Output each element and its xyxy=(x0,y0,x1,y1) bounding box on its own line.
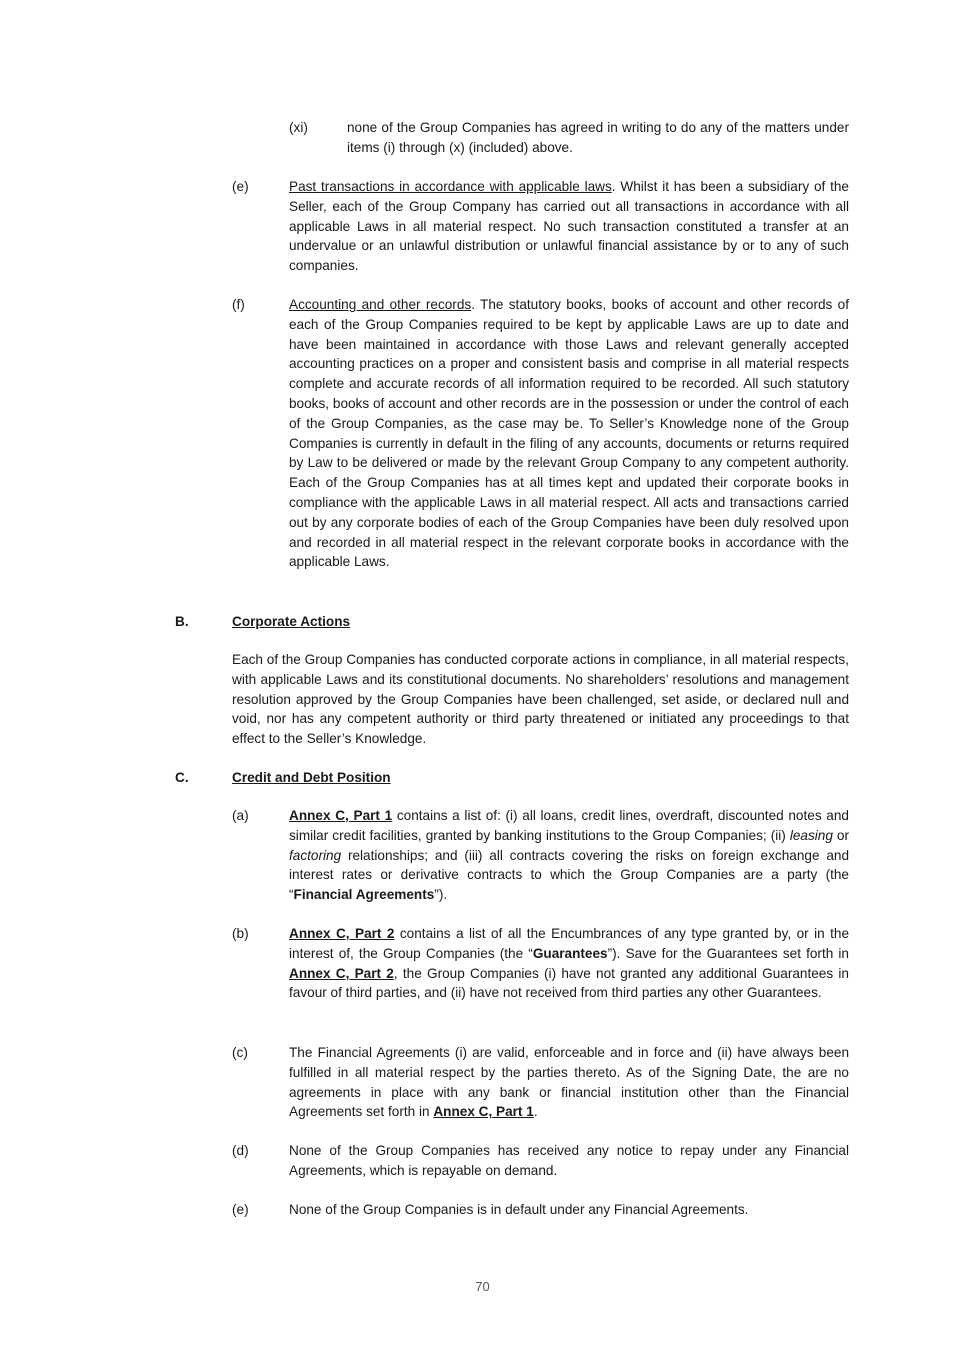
clause-label: (d) xyxy=(232,1143,249,1158)
annex-reference: Annex C, Part 2 xyxy=(289,965,394,981)
clause-label: (b) xyxy=(232,926,249,941)
clause-body: . xyxy=(533,1104,538,1120)
clause-text xyxy=(289,295,849,572)
clause-body: . The statutory books, books of account and other records of each of the Group Companies required to be kept by applicable Laws are up to date and have been maintained in accordance with those Laws and relevant generally accepted accounting practices on a proper and consistent basis and comprise in all material respects complete and accurate records of all information required to be recorded. All such statutory books, books of account and other records are in the possession or under the control of each of the Group Companies, as the case may be. To Seller’s Knowledge none of the Group Companies is currently in default in the filing of any accounts, documents or returns required by Law to be delivered or made by the relevant Group Company to any competent authority. Each of the Group Companies has at all times kept and updated their corporate books in compliance with the applicable Laws in all material respect. All acts and transactions carried out by any corporate bodies of each of the Group Companies have been duly resolved upon and recorded in all material respect in the relevant corporate books in accordance with the applicable Laws. xyxy=(289,297,849,570)
clause-label: (c) xyxy=(232,1045,248,1060)
section-b-title: Corporate Actions xyxy=(232,614,351,629)
section-c-title: Credit and Debt Position xyxy=(232,770,391,785)
clause-label: (f) xyxy=(232,297,245,312)
clause-body: or xyxy=(832,827,849,843)
section-b-text: Each of the Group Companies has conducted corporate actions in compliance, in all material respects, with applicable Laws and its constitutional documents. No shareholders’ resolutions and management resolution approved by the Group Companies have been challenged, set aside, or declared null and void, nor has any competent authority or third party threatened or initiated any proceedings to that effect to the Seller’s Knowledge. xyxy=(232,652,849,747)
clause-body: . Whilst it has been a subsidiary of the Seller, each of the Group Company has carried out all transactions in accordance with all applicable Laws in all material respect. No such transaction constituted a transfer at an undervalue or an unlawful distribution or unlawful financial assistance by or to any of such companies. xyxy=(289,179,849,274)
clause-body: , the Group Companies (i) have not granted any additional Guarantees in favour of third parties, and (ii) have not received from third parties any other Guarantees. xyxy=(289,965,849,1001)
term-leasing: leasing xyxy=(789,827,833,843)
clause-body: contains a list of all the Encumbrances of any type granted by, or in the interest of, the Group Companies (the “ xyxy=(289,926,849,961)
clause-text: None of the Group Companies has received any notice to repay under any Financial Agreements, which is repayable on demand. xyxy=(289,1143,849,1178)
section-b-label: B. xyxy=(175,614,189,629)
clause-label: (e) xyxy=(232,1202,249,1217)
term-factoring: factoring xyxy=(289,847,342,863)
clause-body: ”). xyxy=(434,887,448,903)
annex-reference: Annex C, Part 1 xyxy=(289,808,393,823)
clause-text: None of the Group Companies is in default under any Financial Agreements. xyxy=(289,1202,749,1217)
annex-reference: Annex C, Part 1 xyxy=(433,1104,534,1120)
defined-term: Financial Agreements xyxy=(293,887,435,903)
clause-body: The Financial Agreements (i) are valid, enforceable and in force and (ii) have always been fulfilled in all material respect by the parties thereto. As of the Signing Date, the are no agreements in place with any bank or financial institution other than the Financial Agreements set forth in xyxy=(289,1045,849,1120)
clause-text xyxy=(289,177,849,276)
defined-term: Guarantees xyxy=(532,945,608,961)
section-c-label: C. xyxy=(175,770,189,785)
clause-text xyxy=(289,1043,849,1122)
clause-body: ”). Save for the Guarantees set forth in xyxy=(607,945,849,961)
clause-title: Accounting and other records xyxy=(289,297,472,312)
clause-label: (xi) xyxy=(289,120,308,135)
clause-text xyxy=(289,924,849,1003)
clause-body: relationships; and (iii) all contracts covering the risks on foreign exchange and interest rates or derivative contracts to which the Group Companies are a party (the “ xyxy=(289,847,849,903)
clause-label: (a) xyxy=(232,808,249,823)
clause-title: Past transactions in accordance with applicable laws xyxy=(289,179,612,194)
clause-text xyxy=(289,806,849,905)
clause-text: none of the Group Companies has agreed in writing to do any of the matters under items (i) through (x) (included) above. xyxy=(347,120,849,155)
annex-reference: Annex C, Part 2 xyxy=(289,926,395,941)
page-number: 70 xyxy=(475,1279,490,1294)
clause-body: contains a list of: (i) all loans, credit lines, overdraft, discounted notes and similar credit facilities, granted by banking institutions to the Group Companies; (ii) xyxy=(289,808,849,843)
clause-label: (e) xyxy=(232,179,249,194)
